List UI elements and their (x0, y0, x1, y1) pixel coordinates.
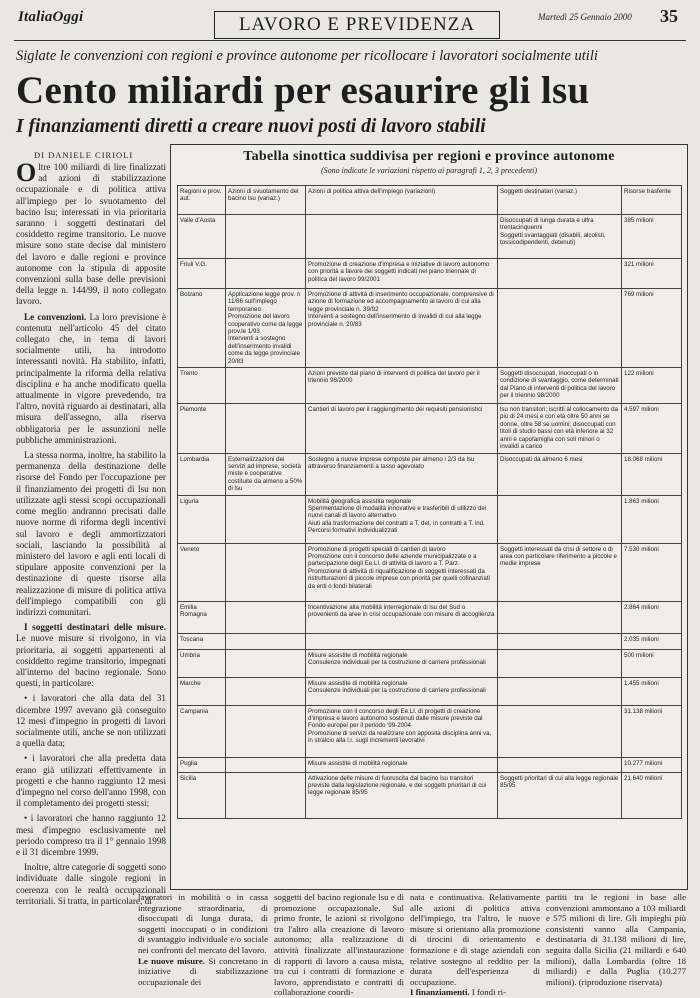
cell-soggetti (498, 649, 622, 677)
cell-politica: Azioni previste dal piano di interventi di politica del lavoro per il triennio 98/2000 (306, 368, 498, 404)
cell-svuotamento (226, 404, 306, 453)
cell-soggetti (498, 289, 622, 368)
cell-politica: Promozione di creazione d'impresa e iniziative di lavoro autonomo con priorità a favore dei soggetti indicati nel piano triennale di politica del lavoro 99/2001 (306, 259, 498, 289)
cell-region: Umbria (178, 649, 226, 677)
cell-risorse: 2.035 milioni (622, 633, 682, 649)
article-paragraph (16, 312, 166, 446)
column-run-in: I finanziamenti. (410, 987, 470, 998)
cell-soggetti: Disoccupati da almeno 6 mesi (498, 453, 622, 495)
cell-svuotamento (226, 215, 306, 259)
cell-risorse: 122 milioni (622, 368, 682, 404)
cell-politica: Incentivazione alla mobilità interregionale di lsu del Sud o provenienti da aree in crisi occupazionale con misure di accoglienza (306, 601, 498, 633)
masthead-rule (14, 40, 686, 41)
synoptic-table-box (170, 144, 688, 890)
cell-risorse: 500 milioni (622, 649, 682, 677)
header-region: Regioni e prov. aut. (178, 186, 226, 215)
cell-soggetti (498, 633, 622, 649)
table-row (178, 495, 682, 543)
cell-svuotamento (226, 633, 306, 649)
issue-date: Martedì 25 Gennaio 2000 (538, 12, 632, 22)
bottom-column (138, 892, 268, 987)
newspaper-brand: ItaliaOggi (18, 9, 84, 25)
cell-soggetti: Soggetti interessati da crisi di settore o di area con particolare riferimento a piccole e medie imprese (498, 543, 622, 601)
synoptic-table (177, 185, 682, 819)
cell-region: Veneto (178, 543, 226, 601)
cell-svuotamento (226, 649, 306, 677)
table-row (178, 543, 682, 601)
cell-svuotamento (226, 368, 306, 404)
table-header-row (178, 186, 682, 215)
table-row (178, 368, 682, 404)
cell-region: Valle d'Aosta (178, 215, 226, 259)
cell-politica: Misure assistite di mobilità regionale (306, 757, 498, 772)
cell-soggetti: Soggetti prioritari di cui alla legge regionale 85/95 (498, 772, 622, 818)
cell-region: Marche (178, 677, 226, 705)
cell-region: Campania (178, 705, 226, 757)
table-row (178, 215, 682, 259)
table-row (178, 289, 682, 368)
paragraph-text: • i lavoratori che hanno raggiunto 12 mesi d'impegno esclusivamente nel periodo compreso tra il 1° gennaio 1998 e il 31 dicembre 1999. (16, 813, 166, 857)
cell-politica: Cantieri di lavoro per il raggiungimento dei requisiti pensionistici (306, 404, 498, 453)
cell-politica: Sostegno a nuove imprese composte per almeno i 2/3 da lsu attraverso finanziamenti a tasso agevolato (306, 453, 498, 495)
bottom-column (546, 892, 686, 987)
cell-region: Puglia (178, 757, 226, 772)
article-kicker: Siglate le convenzioni con regioni e province autonome per ricollocare i lavoratori socialmente utili (16, 48, 598, 64)
paragraph-text: ltre 100 miliardi di lire finalizzati ad azioni di stabilizzazione occupazionale e di politica attiva all'impiego per lo svuotamento del bacino lsu; interessati in via prioritaria saranno i soggetti destinatari del cosiddetto regime transitorio. Le nuove misure sono state decise dal ministero del lavoro e dalle regioni e province autonome con la stipula di apposite convenzioni sulla base delle previsioni della legge n. 144/99, il noto collegato lavoro. (16, 162, 166, 307)
paragraph-text: La loro previsione è contenuta nell'articolo 45 del citato collegato che, in tema di lavori socialmente utili, ha introdotto interessanti novità. Ha stabilito, infatti, principalmente la riforma della relativa disciplina e ha anche modificato quella attualmente in vigore prevedendo, tra l'altro, novità riguardo ai destinatari, alla misura dell'assegno, alla riserva obbligatoria per le assunzioni nelle pubbliche amministrazioni. (16, 311, 167, 445)
cell-politica (306, 633, 498, 649)
table-row (178, 404, 682, 453)
cell-svuotamento (226, 705, 306, 757)
column-run-in: Le nuove misure. (138, 955, 206, 966)
cell-politica: Misure assistite di mobilità regionale Consulenze individuali per la costruzione di carriere professionali (306, 677, 498, 705)
cell-region: Friuli V.G. (178, 259, 226, 289)
cell-svuotamento: Applicazione legge prov. n 11/86 sull'impiego temporaneo Promozione del lavoro cooperativo come da legge prov.le 1/93 Interventi a sostegno dell'inserimento invalidi come da legge provinciale 20/83 (226, 289, 306, 368)
cell-soggetti (498, 705, 622, 757)
header-risorse: Risorse trasferite (622, 186, 682, 215)
cell-risorse: 2.864 milioni (622, 601, 682, 633)
cell-risorse: 21.640 milioni (622, 772, 682, 818)
article-byline: DI DANIELE CIRIOLI (34, 150, 134, 160)
cell-region: Lombardia (178, 453, 226, 495)
cell-risorse: 1.863 milioni (622, 495, 682, 543)
cell-svuotamento (226, 543, 306, 601)
cell-soggetti: Disoccupati di lunga durata e ultra trentacinquenni Soggetti svantaggiati (disabili, alcolisti, tossicodipendenti, detenuti) (498, 215, 622, 259)
column-text: partiti tra le regioni in base alle convenzioni ammontano a 103 miliardi e 575 milioni di lire. Gli impieghi più consistenti vanno alla Campania, destinataria di 31.138 milioni di lire, seguita dalla Sicilia (21 miliardi e 640 milioni), dalla Lombardia (oltre 18 miliardi) e dalla Puglia (10.277 milioni). (riproduzione riservata) (546, 892, 686, 987)
cell-svuotamento: Esternalizzazioni dei servizi ad imprese, società miste e cooperative costituite da almeno a 50% di lsu (226, 453, 306, 495)
paragraph-text: Le nuove misure si rivolgono, in via prioritaria, ai soggetti appartenenti al cosiddetto regime transitorio, impegnati all'interno del bacino regionale. Sono questi, in particolare: (16, 633, 166, 689)
cell-region: Toscana (178, 633, 226, 649)
drop-cap: O (16, 158, 37, 187)
table-subtitle: (Sono indicate le variazioni rispetto ai paragrafi 1, 2, 3 precedenti) (320, 166, 538, 175)
cell-politica: Promozione di progetti speciali di cantieri di lavoro Promozione con il concorso delle aziende municipalizzate o a partecipazione degli Ee.Ll. di attività di lavoro a T. Parz. Promozione di attività di riqualificazione di soggetti interessati da ristrutturazioni di piccole imprese con priorità per quelli cofinanziati da enti o fondi bilaterali (306, 543, 498, 601)
cell-region: Emilia Romagna (178, 601, 226, 633)
section-title: LAVORO E PREVIDENZA (214, 11, 500, 39)
table-row (178, 259, 682, 289)
table-row (178, 633, 682, 649)
cell-region: Sicilia (178, 772, 226, 818)
cell-soggetti: Soggetti disoccupati, inoccupati o in condizione di svantaggio, come determinati dal Piano di interventi di politica del lavoro per il triennio 98/2000 (498, 368, 622, 404)
header-svuotamento: Azioni di svuotamento del bacino lsu (variaz.) (226, 186, 306, 215)
article-paragraph (16, 450, 166, 618)
cell-svuotamento (226, 677, 306, 705)
article-bottom-columns (16, 892, 686, 998)
page-number: 35 (660, 6, 678, 26)
cell-risorse: 4.597 milioni (622, 404, 682, 453)
paragraph-text: Inoltre, altre categorie di soggetti sono individuate dalle singole regioni in coerenza con le realtà occupazionali territoriali. Si tratta, in particolare, di (16, 862, 166, 906)
column-text: I fondi ri- (471, 987, 507, 998)
table-row (178, 601, 682, 633)
cell-soggetti (498, 757, 622, 772)
article-subhead: I finanziamenti diretti a creare nuovi posti di lavoro stabili (16, 116, 486, 137)
table-row (178, 453, 682, 495)
cell-region: Piemonte (178, 404, 226, 453)
cell-region: Trento (178, 368, 226, 404)
cell-svuotamento (226, 495, 306, 543)
cell-risorse: 385 milioni (622, 215, 682, 259)
cell-soggetti (498, 495, 622, 543)
table-row (178, 677, 682, 705)
cell-svuotamento (226, 259, 306, 289)
cell-svuotamento (226, 601, 306, 633)
article-paragraph (16, 753, 166, 809)
paragraph-text: • i lavoratori che alla predetta data erano già utilizzati effettivamente in progetti e che hanno raggiunto 12 mesi d'impegno nel corso dell'anno 1998, con il completamento dei progetti stessi; (16, 753, 166, 809)
cell-politica: Misure assistite di mobilità regionale Consulenze individuali per la costruzione di carriere professionali (306, 649, 498, 677)
paragraph-run-in: I soggetti destinatari delle misure. (24, 622, 166, 633)
header-politica: Azioni di politica attiva dell'impiego (variazioni) (306, 186, 498, 215)
bottom-column (274, 892, 404, 998)
cell-soggetti (498, 601, 622, 633)
cell-risorse: 769 milioni (622, 289, 682, 368)
article-paragraph (16, 813, 166, 858)
table-row (178, 757, 682, 772)
cell-risorse: 31.138 milioni (622, 705, 682, 757)
article-paragraph (16, 693, 166, 749)
article-paragraph (16, 158, 166, 308)
cell-soggetti (498, 259, 622, 289)
column-text: Si concretano in iniziative di stabilizzazione occupazionale dei (138, 955, 268, 987)
column-text: nata e continuativa. Relativamente alle azioni di politica attiva dell'impiego, tra l'altro, le nuove misure si orientano alla promozione di tirocini di orientamento e formazione e di stage aziendali con relative sostegno al reddito per la durata dell'esperienza di occupazione. (410, 892, 540, 987)
header-soggetti: Soggetti destinatari (variaz.) (498, 186, 622, 215)
article-left-column (16, 158, 167, 906)
table-row (178, 649, 682, 677)
cell-risorse: 10.277 milioni (622, 757, 682, 772)
cell-politica: Promozione di attività di inserimento occupazionale, comprensive di azione di formazione ed accompagnamento al lavoro di cui alla legge provinciale n. 39/92 Interventi a sostegno dell'inserimento di invalidi di cui alla legge provinciale n. 20/83 (306, 289, 498, 368)
cell-politica: Attivazione delle misure di fuoruscita dal bacino lsu transitori previste dalla legislazione regionale, e dei soggetti prioritari di cui legge regionale 85/95 (306, 772, 498, 818)
cell-politica (306, 215, 498, 259)
cell-soggetti: lsu non transitori; iscritti al collocamento da più di 24 mesi e con età oltre 50 anni se donne, oltre 58 se uomini; disoccupati con titoli di studio bassi con età inferiore ai 32 anni e capofamiglia con soli minori o invalidi a carico (498, 404, 622, 453)
cell-risorse: 18.068 milioni (622, 453, 682, 495)
article-paragraph (16, 622, 166, 689)
paragraph-text: La stessa norma, inoltre, ha stabilito la permanenza della destinazione delle risorse del Fondo per l'occupazione per il finanziamento dei progetti di lsu non utilizzate agli stessi scopi occupazionali come meglio andranno precisati dalle nuove norme di riforma degli incentivi sul lavoro e degli ammortizzatori sociali, lasciando la possibilità al ministero del lavoro e agli enti locali di stipulare apposite convenzioni per la destinazione di queste risorse alla realizzazione di misure di politica attiva dell'impiego compatibili con gli indirizzi comunitari. (16, 450, 166, 617)
cell-svuotamento (226, 757, 306, 772)
article-headline: Cento miliardi per esaurire gli lsu (16, 69, 590, 112)
table-row (178, 705, 682, 757)
cell-soggetti (498, 677, 622, 705)
paragraph-text: • i lavoratori che alla data del 31 dicembre 1997 avevano già conseguito 12 mesi d'impegno in progetti di lavori socialmente utili, anche se non utilizzati a quella data; (16, 693, 166, 749)
cell-politica: Mobilità geografica assistita regionale Sperimentazione di modalità innovative e trasferibili di utilizzo dei nuovi canali di lavoro alternativo Aiuti alla trasformazione dei contratti a T. det. in contratti a T. ind. Percorsi formativi individualizzati (306, 495, 498, 543)
paragraph-run-in: Le convenzioni. (24, 311, 87, 322)
cell-risorse: 7.530 milioni (622, 543, 682, 601)
cell-risorse: 1.455 milioni (622, 677, 682, 705)
bottom-column (410, 892, 540, 998)
table-title: Tabella sinottica suddivisa per regioni e province autonome (243, 149, 615, 164)
cell-svuotamento (226, 772, 306, 818)
column-text: soggetti del bacino regionale lsu e di promozione occupazionale. Sul primo fronte, le azioni si rivolgono tra l'altro alla creazione di lavoro autonomo; alla realizzazione di attività finalizzate all'instaurazione di rapporti di lavoro a causa mista, tra cui i contratti di formazione e lavoro, apprendistato e contratti di collaborazione coordi- (274, 892, 404, 998)
cell-risorse: 321 milioni (622, 259, 682, 289)
cell-region: Bolzano (178, 289, 226, 368)
cell-region: Liguria (178, 495, 226, 543)
column-text: lavoratori in mobilità o in cassa integrazione straordinaria, di disoccupati di lunga durata, di soggetti inoccupati o in condizioni di svantaggio individuale e/o sociale nei confronti del mercato del lavoro. (138, 892, 268, 955)
masthead (0, 0, 700, 42)
table-row (178, 772, 682, 818)
cell-politica: Promozione con il concorso degli Ee.Ll. di progetti di creazione d'impresa e lavoro autonomo sostenuti dalle misure previste dal Fondo europei per il periodo '99-2004 Promozione di servizi da realizzare con apposita disciplina anni va, in stralcio alla l.r. sugli incrementi lavorativi (306, 705, 498, 757)
